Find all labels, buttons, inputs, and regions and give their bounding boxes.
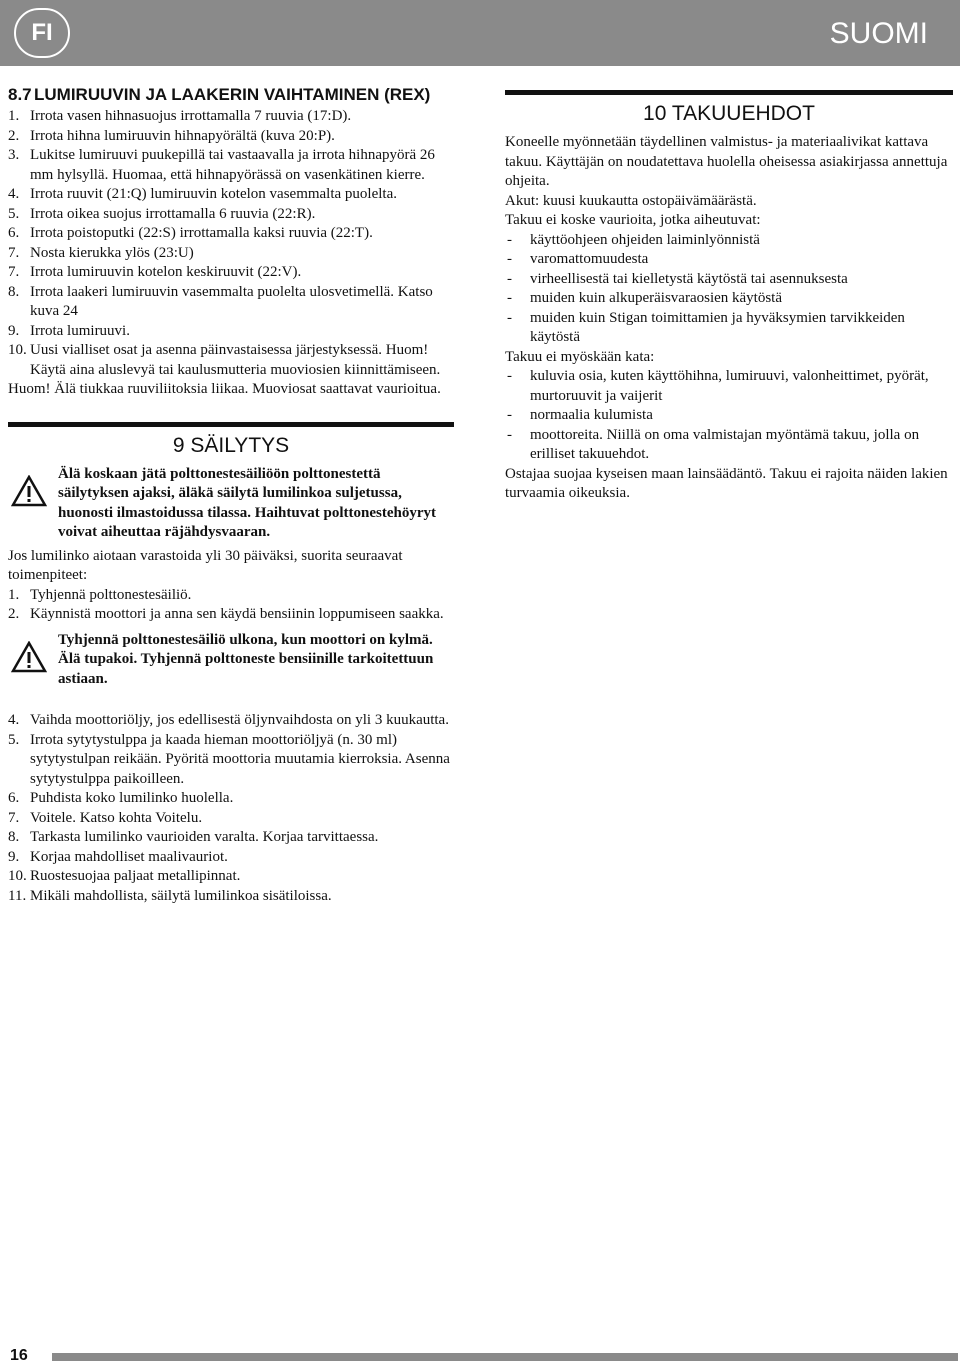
step-text: Irrota oikea suojus irrottamalla 6 ruuvia (22:R). xyxy=(30,205,316,222)
warranty-closing: Ostajaa suojaa kyseisen maan lainsäädäntö. Takuu ei rajoita näiden lakien turvaamia oikeuksia. xyxy=(505,465,948,501)
step-text: Irrota laakeri lumiruuvin vasemmalta puolelta ulosvetimellä. Katso kuva 24 xyxy=(30,283,433,319)
also-not-covered-heading: Takuu ei myöskään kata: xyxy=(505,348,655,365)
step-number: 5. xyxy=(8,205,20,222)
step-text: Uusi vialliset osat ja asenna päinvastaisessa järjestyksessä. Huom! Käytä aina aluslevyä tai kaulusmutteria muoviosien kiinnittämiseen. xyxy=(30,342,441,378)
step-text: Käynnistä moottori ja anna sen käydä bensiinin loppumiseen saakka. xyxy=(30,606,444,622)
warning-storage xyxy=(8,465,454,543)
step-number: 6. xyxy=(8,225,20,241)
step-number: 3. xyxy=(8,147,20,163)
step-text: Tarkasta lumilinko vaurioiden varalta. Korjaa tarvittaessa. xyxy=(30,829,379,845)
list-item xyxy=(8,205,454,225)
header-banner xyxy=(0,0,960,66)
step-number: 2. xyxy=(8,127,20,144)
list-item xyxy=(8,283,454,322)
section-8-7-steps xyxy=(8,107,454,380)
step-text: Tyhjennä polttonestesäiliö. xyxy=(30,586,192,603)
list-item xyxy=(8,127,454,147)
step-text: Korjaa mahdolliset maalivauriot. xyxy=(30,848,228,865)
step-text: Ruostesuojaa paljaat metallipinnat. xyxy=(30,868,241,884)
step-text: Nosta kierukka ylös (23:U) xyxy=(30,244,194,261)
step-number: 5. xyxy=(8,731,20,748)
section-10-heading: 10 TAKUUEHDOT xyxy=(505,90,953,127)
section-9-steps-b xyxy=(8,711,454,906)
step-number: 9. xyxy=(8,848,20,865)
step-number: 11. xyxy=(8,887,27,904)
battery-warranty: Akut: kuusi kuukautta ostopäivämäärästä. xyxy=(505,192,757,209)
step-number: 8. xyxy=(8,829,20,845)
warning-text: Älä koskaan jätä polttonestesäiliöön polttonestettä säilytyksen ajaksi, äläkä säilytä lumilinkoa suljetussa, huonosti ilmastoidussa tilassa. Haihtuvat polttonestehöyryt voivat aiheuttaa räjähdysvaaran. xyxy=(58,465,436,540)
section-title: LUMIRUUVIN JA LAAKERIN VAIHTAMINEN (REX) xyxy=(34,85,431,104)
footer-bar xyxy=(52,1353,958,1361)
step-number: 9. xyxy=(8,322,20,339)
section-number: 8.7 xyxy=(8,85,32,104)
section-8-7-heading xyxy=(8,84,454,105)
step-text: Voitele. Katso kohta Voitelu. xyxy=(30,809,203,826)
step-text: Mikäli mahdollista, säilytä lumilinkoa sisätiloissa. xyxy=(30,887,332,904)
step-number: 2. xyxy=(8,606,20,622)
list-item xyxy=(8,244,454,264)
list-item xyxy=(8,731,454,790)
step-text: Irrota ruuvit (21:Q) lumiruuvin kotelon vasemmalta puolelta. xyxy=(30,186,397,202)
step-text: Vaihda moottoriöljy, jos edellisestä öljynvaihdosta on yli 3 kuukautta. xyxy=(30,712,449,728)
language-code-badge: FI xyxy=(14,8,70,58)
step-text: Irrota sytytystulppa ja kaada hieman moottoriöljyä (n. 30 ml) sytytystulpan reikään. Pyöritä moottoria muutamia kierroksia. Asenna sytytystulppa paikoilleen. xyxy=(30,731,450,787)
step-text: Irrota vasen hihnasuojus irrottamalla 7 ruuvia (17:D). xyxy=(30,108,352,124)
step-text: Irrota poistoputki (22:S) irrottamalla kaksi ruuvia (22:T). xyxy=(30,225,373,241)
section-9-heading: 9 SÄILYTYS xyxy=(8,422,454,459)
list-item xyxy=(8,848,454,868)
list-item xyxy=(8,341,454,380)
step-text: Irrota hihna lumiruuvin hihnapyörältä (kuva 20:P). xyxy=(30,127,335,144)
list-item xyxy=(8,322,454,342)
step-number: 4. xyxy=(8,186,20,202)
section-9-intro: Jos lumilinko aiotaan varastoida yli 30 päiväksi, suorita seuraavat toimenpiteet: xyxy=(8,547,403,583)
step-text: Irrota lumiruuvi. xyxy=(30,322,130,339)
list-item: - muiden kuin Stigan toimittamien ja hyväksymien tarvikkeiden käytöstä xyxy=(505,309,953,348)
warning-triangle-icon xyxy=(11,475,47,507)
section-8-7-note: Huom! Älä tiukkaa ruuviliitoksia liikaa. Muoviosat saattavat vaurioitua. xyxy=(8,381,441,397)
list-item xyxy=(8,867,454,887)
list-item: - normaalia kulumista xyxy=(505,406,953,426)
warning-triangle-icon xyxy=(11,641,47,673)
step-number: 7. xyxy=(8,264,20,280)
warning-fuel xyxy=(8,631,454,690)
list-item: - käyttöohjeen ohjeiden laiminlyönnistä xyxy=(505,231,953,251)
list-item xyxy=(8,789,454,809)
list-item xyxy=(8,146,454,185)
step-number: 6. xyxy=(8,790,20,806)
not-covered-list xyxy=(505,231,953,348)
list-item xyxy=(8,586,454,606)
warranty-paragraph: Koneelle myönnetään täydellinen valmistus- ja materiaalivikat kattava takuu. Käyttäjän on noudatettava huolella oheisessa asiakirjassa annettuja ohjeita. xyxy=(505,134,948,189)
list-item xyxy=(8,605,454,625)
step-number: 1. xyxy=(8,586,20,603)
list-item xyxy=(8,887,454,907)
step-number: 1. xyxy=(8,108,20,124)
list-item xyxy=(8,828,454,848)
right-column xyxy=(505,90,953,504)
step-text: Puhdista koko lumilinko huolella. xyxy=(30,790,234,806)
list-item: - virheellisestä tai kielletystä käytöstä tai asennuksesta xyxy=(505,270,953,290)
step-number: 7. xyxy=(8,244,20,261)
step-text: Lukitse lumiruuvi puukepillä tai vastaavalla ja irrota hihnapyörä 26 mm hylsyllä. Huomaa, että hihnapyörässä on vasenkätinen kierre. xyxy=(30,147,435,183)
list-item xyxy=(8,224,454,244)
list-item: - muiden kuin alkuperäisvaraosien käytöstä xyxy=(505,289,953,309)
section-9-steps-a xyxy=(8,586,454,625)
left-column xyxy=(8,84,454,906)
list-item: - varomattomuudesta xyxy=(505,250,953,270)
step-text: Irrota lumiruuvin kotelon keskiruuvit (22:V). xyxy=(30,264,302,280)
list-item xyxy=(8,107,454,127)
step-number: 7. xyxy=(8,809,20,826)
step-number: 4. xyxy=(8,712,20,728)
warning-text: Tyhjennä polttonestesäiliö ulkona, kun moottori on kylmä. Älä tupakoi. Tyhjennä polttoneste bensiinille tarkoitettuun astiaan. xyxy=(58,631,434,687)
list-item xyxy=(8,809,454,829)
step-number: 10. xyxy=(8,868,27,884)
language-title: SUOMI xyxy=(829,17,928,50)
list-item: - moottoreita. Niillä on oma valmistajan myöntämä takuu, jolla on erilliset takuuehdot. xyxy=(505,426,953,465)
step-number: 10. xyxy=(8,342,27,358)
step-number: 8. xyxy=(8,283,20,300)
also-not-covered-list xyxy=(505,367,953,465)
page-number: 16 xyxy=(10,1347,28,1364)
list-item xyxy=(8,185,454,205)
list-item xyxy=(8,711,454,731)
list-item xyxy=(8,263,454,283)
not-covered-heading: Takuu ei koske vaurioita, jotka aiheutuvat: xyxy=(505,212,761,228)
list-item: - kuluvia osia, kuten käyttöhihna, lumiruuvi, valonheittimet, pyörät, murtoruuvit ja vaijerit xyxy=(505,367,953,406)
